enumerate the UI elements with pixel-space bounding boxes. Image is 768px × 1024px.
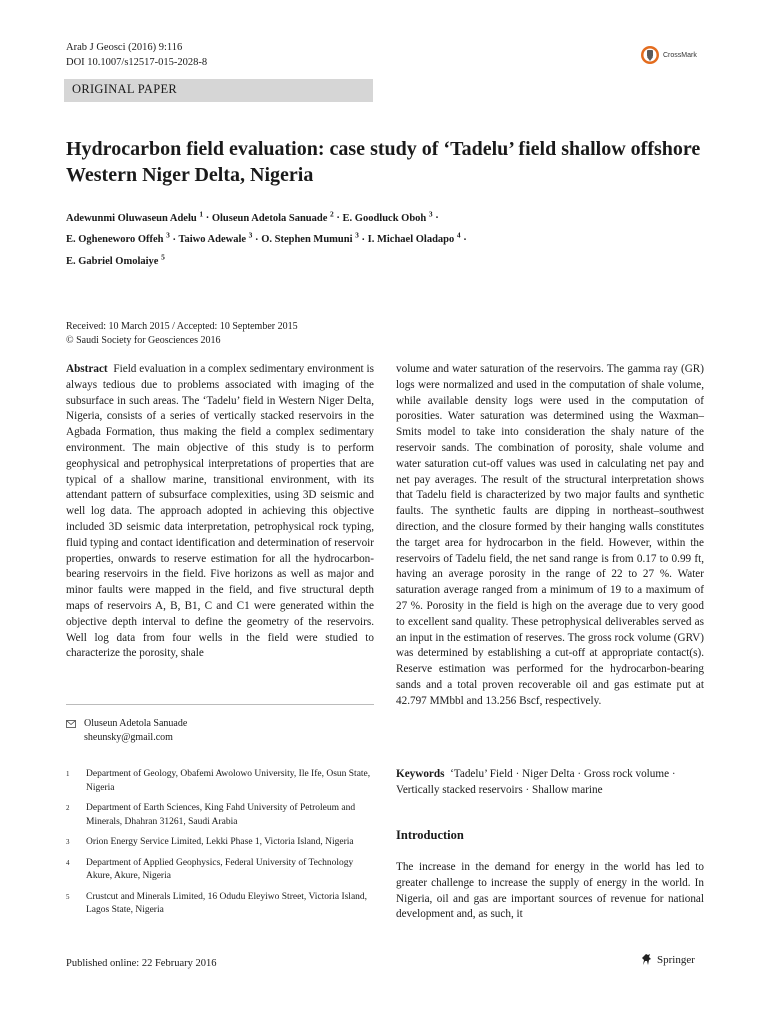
affiliation-item (66, 891, 376, 918)
author (261, 230, 359, 245)
author (211, 209, 334, 224)
author-affiliation-number: 3 (248, 230, 253, 240)
crossmark-icon (640, 45, 660, 65)
author-name: Taiwo Adewale (178, 234, 247, 245)
affiliation-number: 4 (66, 858, 70, 867)
author (178, 230, 253, 245)
affiliation-item (66, 836, 376, 850)
springer-horse-icon (640, 953, 653, 966)
introduction-text: The increase in the demand for energy in the world has led to greater challenge to increase the supply of energy in the world. In Nigeria, oil and gas are important sources of revenue for national development and, as such, it (396, 861, 704, 921)
affiliation-text: Department of Applied Geophysics, Federal University of Technology Akure, Akure, Nigeria (86, 857, 354, 881)
author-affiliation-number: 3 (428, 209, 433, 218)
affiliation-text: Crustcut and Minerals Limited, 16 Odudu Eleyiwo Street, Victoria Island, Lagos State, Nigeria (86, 891, 368, 915)
affiliation-number: 3 (66, 838, 70, 846)
affiliation-text: Department of Geology, Obafemi Awolowo University, Ile Ife, Osun State, Nigeria (86, 769, 371, 793)
corresponding-author (66, 717, 187, 745)
author-affiliation-number: 5 (161, 252, 165, 261)
author (342, 209, 433, 224)
affiliation-number: 2 (66, 804, 70, 812)
affiliation-number: 1 (66, 770, 70, 778)
paper-type-band (64, 79, 373, 102)
received-accepted: Received: 10 March 2015 / Accepted: 10 September 2015 (66, 321, 298, 332)
introduction-heading: Introduction (396, 828, 464, 842)
author (66, 230, 170, 245)
doi[interactable]: DOI 10.1007/s12517-015-2028-8 (66, 57, 208, 68)
crossmark-label: CrossMark (663, 51, 697, 59)
corresponding-email[interactable]: sheunsky@gmail.com (84, 732, 173, 743)
affiliation-text: Orion Energy Service Limited, Lekki Phase 1, Victoria Island, Nigeria (86, 837, 354, 847)
affiliation-item (66, 857, 376, 884)
affiliation-number: 5 (66, 892, 70, 901)
publisher-name: Springer (657, 953, 695, 966)
author-name: E. Gabriel Omolaiye (66, 255, 159, 267)
envelope-icon (66, 720, 76, 728)
author-affiliation-number: 2 (330, 209, 334, 218)
author (367, 230, 461, 245)
author-affiliation-number: 4 (456, 230, 461, 240)
dates-block (66, 320, 298, 348)
author-name: E. Ogheneworo Offeh (66, 234, 164, 245)
author-name: O. Stephen Mumuni (261, 234, 353, 245)
article-title: Hydrocarbon field evaluation: case study of ‘Tadelu’ field shallow offshore Western Niger Delta, Nigeria (66, 138, 701, 186)
abstract-right-column (396, 362, 704, 710)
publisher-logo[interactable] (640, 953, 695, 966)
abstract-left-column (66, 362, 374, 662)
corresponding-name: Oluseun Adetola Sanuade (84, 718, 188, 729)
copyright-line: © Saudi Society for Geosciences 2016 (66, 335, 221, 346)
author (66, 252, 165, 267)
abstract-label: Abstract (66, 363, 108, 375)
keywords-label: Keywords (396, 768, 445, 780)
author (66, 209, 204, 224)
journal-citation: Arab J Geosci (2016) 9:116 (66, 42, 183, 53)
paper-type-label: ORIGINAL PAPER (72, 82, 178, 96)
affiliation-text: Department of Earth Sciences, King Fahd University of Petroleum and Minerals, Dhahran 31261, Saudi Arabia (86, 803, 356, 827)
keywords-block (396, 766, 706, 798)
crossmark-badge[interactable] (640, 43, 730, 67)
published-date: Published online: 22 February 2016 (66, 958, 217, 969)
author-affiliation-number: 1 (199, 209, 204, 218)
affiliation-item (66, 802, 376, 829)
author-list: Adewunmi Oluwaseun Adelu $^1$ · Oluseun Adetola Sanuade $^2$ · E. Goodluck Oboh $^3$ · E. Ogheneworo Offeh $^3$ · Taiwo Adewale $^3$ · O. Stephen Mumuni $^3$ · I. Michael Oladapo $^4$ · E. Gabriel Omolaiye $^5$ (66, 209, 467, 267)
author-name: E. Goodluck Oboh (342, 212, 427, 224)
journal-header (66, 40, 207, 70)
author-affiliation-number: 3 (166, 230, 170, 240)
affiliation-item (66, 768, 376, 795)
author-name: Oluseun Adetola Sanuade (211, 212, 328, 224)
author-name: Adewunmi Oluwaseun Adelu (66, 212, 197, 224)
abstract-text-left: Field evaluation in a complex sedimentary environment is always tedious due to problems associated with imaging of the subsurface in such areas. The ‘Tadelu’ field in Western Niger Delta, Nigeria, consists of a series of vertically stacked reservoirs in the Agbada Formation, thus making the field a complex sedimentary environment. The main objective of this study is to perform geophysical and petrophysical interpretations of properties that are typical of a shallow marine, transitional environment, with its attendant pattern of subsurface complexities, using 3D seismic and well log data. The approach adopted in achieving this objective included 3D seismic data interpretation, petrophysical rock typing, fluid typing and contact identification and determination of reservoir properties, onwards to reserve estimation for all the hydrocarbon-bearing reservoirs in the field. Five horizons as well as major and minor faults were mapped in the field, and five structural depth maps of reservoirs A, B, B1, C and C1 were generated within the objective depth interval to define the geometry of the reservoirs. Well log data from four wells in the field were studied to characterize the porosity, shale (66, 363, 375, 660)
author-name: I. Michael Oladapo (367, 234, 455, 245)
affiliations-list (66, 768, 376, 925)
footnote-divider (66, 704, 374, 705)
keywords-text: ‘Tadelu’ Field · Niger Delta · Gross rock volume · Vertically stacked reservoirs · Shallow marine (396, 768, 676, 796)
author-affiliation-number: 3 (355, 230, 359, 240)
abstract-text-right: volume and water saturation of the reservoirs. The gamma ray (GR) logs were normalized and used in the computation of shale volume, while available density logs were used in the computation of porosities. Water saturation was determined using the Waxman–Smits model to take into consideration the shaly nature of the reservoir sands. The combination of porosity, shale volume and water saturation cut-off values was used in calculating net pay and net pay averages. The result of the structural interpretation shows that Tadelu field is characterized by two major faults and synthetic faults. The synthetic faults are dipping in northeast–southwest direction, and the closure formed by their hanging walls constitutes the target area for hydrocarbon in the field. However, within the reservoirs of Tadelu field, the net sand range is from 0.17 to 0.99 ft, having an average porosity in the range of 22 to 27 %. Water saturation average ranged from a minimum of 19 to a maximum of 27 %. Porosity in the field is high on the average due to very good to excellent sand quality. These petrophysical deliverables served as an input in the estimation of reserves. The gross rock volume (GRV) was determined by establishing a cut-off at appropriate contact(s). Reserve estimation was performed for the hydrocarbon-bearing sands and a total proven recoverable oil and gas estimate put at 42.797 MMbbl and 13.256 Bscf, respectively. (396, 363, 704, 707)
